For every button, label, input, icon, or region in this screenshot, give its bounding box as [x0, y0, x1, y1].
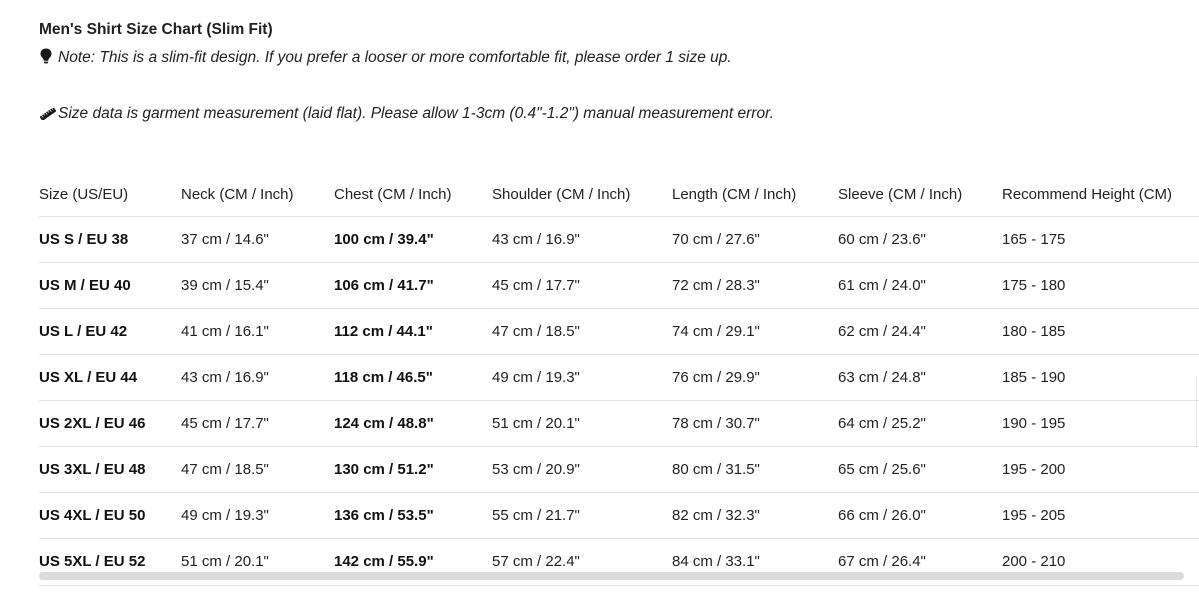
cell-neck: 49 cm / 19.3" — [181, 493, 334, 539]
cell-size: US 3XL / EU 48 — [39, 447, 181, 493]
cell-height: 190 - 195 — [1002, 401, 1199, 447]
cell-size: US 2XL / EU 46 — [39, 401, 181, 447]
cell-height: 175 - 180 — [1002, 263, 1199, 309]
cell-size: US M / EU 40 — [39, 263, 181, 309]
header-size: Size (US/EU) — [39, 185, 129, 203]
table-row — [39, 309, 1199, 355]
cell-shoulder: 43 cm / 16.9" — [492, 217, 672, 263]
cell-height: 195 - 205 — [1002, 493, 1199, 539]
cell-shoulder: 45 cm / 17.7" — [492, 263, 672, 309]
cell-height: 165 - 175 — [1002, 217, 1199, 263]
header-neck: Neck (CM / Inch) — [181, 185, 294, 203]
cell-chest: 124 cm / 48.8" — [334, 401, 492, 447]
cell-neck: 43 cm / 16.9" — [181, 355, 334, 401]
cell-neck: 47 cm / 18.5" — [181, 447, 334, 493]
lightbulb-icon — [39, 46, 56, 74]
cell-length: 72 cm / 28.3" — [672, 263, 838, 309]
cell-size: US L / EU 42 — [39, 309, 181, 355]
cell-neck: 39 cm / 15.4" — [181, 263, 334, 309]
cell-sleeve: 61 cm / 24.0" — [838, 263, 1002, 309]
cell-length: 74 cm / 29.1" — [672, 309, 838, 355]
table-row — [39, 447, 1199, 493]
measurement-note-text: Size data is garment measurement (laid flat). Please allow 1-3cm (0.4"-1.2") manual measurement error. — [58, 105, 774, 122]
cell-height: 195 - 200 — [1002, 447, 1199, 493]
cell-sleeve: 62 cm / 24.4" — [838, 309, 1002, 355]
cell-neck: 51 cm / 20.1" — [181, 539, 334, 585]
slim-fit-note — [39, 44, 784, 74]
cell-chest: 130 cm / 51.2" — [334, 447, 492, 493]
cell-shoulder: 47 cm / 18.5" — [492, 309, 672, 355]
table-bottom-divider — [39, 585, 1199, 586]
cell-shoulder: 55 cm / 21.7" — [492, 493, 672, 539]
header-sleeve: Sleeve (CM / Inch) — [838, 185, 963, 203]
cell-length: 84 cm / 33.1" — [672, 539, 838, 585]
table-row — [39, 263, 1199, 309]
cell-sleeve: 67 cm / 26.4" — [838, 539, 1002, 585]
cell-chest: 106 cm / 41.7" — [334, 263, 492, 309]
cell-shoulder: 49 cm / 19.3" — [492, 355, 672, 401]
cell-chest: 100 cm / 39.4" — [334, 217, 492, 263]
table-row — [39, 401, 1199, 447]
slim-fit-note-text: Note: This is a slim-fit design. If you prefer a looser or more comfortable fit, please order 1 size up. — [58, 49, 732, 66]
table-row — [39, 355, 1199, 401]
table-row — [39, 493, 1199, 539]
cell-neck: 41 cm / 16.1" — [181, 309, 334, 355]
cell-size: US S / EU 38 — [39, 217, 181, 263]
cell-chest: 142 cm / 55.9" — [334, 539, 492, 585]
cell-height: 185 - 190 — [1002, 355, 1199, 401]
cell-chest: 118 cm / 46.5" — [334, 355, 492, 401]
cell-size: US 5XL / EU 52 — [39, 539, 181, 585]
size-table-scroll-container[interactable] — [39, 172, 1199, 584]
header-recommend-height: Recommend Height (CM) — [1002, 185, 1173, 203]
size-table — [39, 172, 1199, 584]
cell-chest: 136 cm / 53.5" — [334, 493, 492, 539]
cell-shoulder: 53 cm / 20.9" — [492, 447, 672, 493]
cell-neck: 37 cm / 14.6" — [181, 217, 334, 263]
cell-sleeve: 66 cm / 26.0" — [838, 493, 1002, 539]
horizontal-scrollbar[interactable] — [39, 572, 1184, 580]
cell-neck: 45 cm / 17.7" — [181, 401, 334, 447]
table-header-row — [39, 172, 1199, 217]
cell-sleeve: 63 cm / 24.8" — [838, 355, 1002, 401]
header-length: Length (CM / Inch) — [672, 185, 797, 203]
cell-shoulder: 51 cm / 20.1" — [492, 401, 672, 447]
cell-length: 78 cm / 30.7" — [672, 401, 838, 447]
cell-chest: 112 cm / 44.1" — [334, 309, 492, 355]
page-title: Men's Shirt Size Chart (Slim Fit) — [39, 21, 273, 38]
cell-length: 76 cm / 29.9" — [672, 355, 838, 401]
header-shoulder: Shoulder (CM / Inch) — [492, 185, 631, 203]
cell-sleeve: 65 cm / 25.6" — [838, 447, 1002, 493]
cell-height: 200 - 210 — [1002, 539, 1199, 585]
cell-height: 180 - 185 — [1002, 309, 1199, 355]
cell-length: 70 cm / 27.6" — [672, 217, 838, 263]
measurement-note — [39, 100, 784, 130]
cell-size: US XL / EU 44 — [39, 355, 181, 401]
ruler-icon — [39, 102, 56, 130]
cell-shoulder: 57 cm / 22.4" — [492, 539, 672, 585]
cell-sleeve: 64 cm / 25.2" — [838, 401, 1002, 447]
table-row — [39, 217, 1199, 263]
cell-length: 82 cm / 32.3" — [672, 493, 838, 539]
header-chest: Chest (CM / Inch) — [334, 185, 452, 203]
cell-sleeve: 60 cm / 23.6" — [838, 217, 1002, 263]
cell-length: 80 cm / 31.5" — [672, 447, 838, 493]
cell-size: US 4XL / EU 50 — [39, 493, 181, 539]
